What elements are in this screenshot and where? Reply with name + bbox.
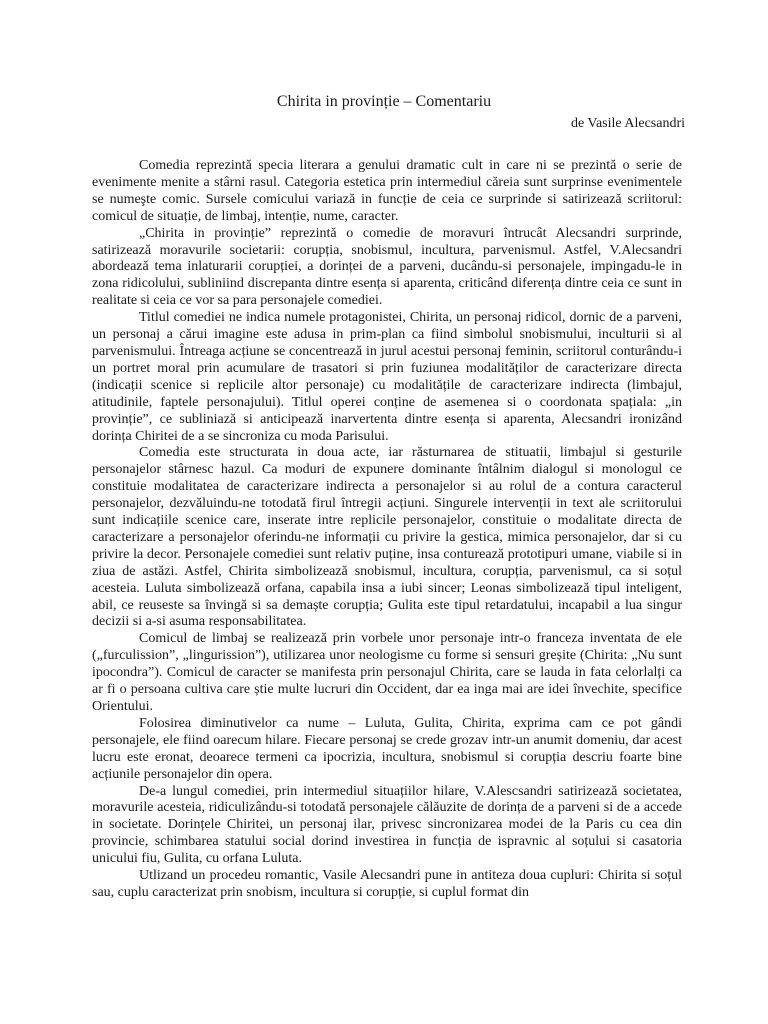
paragraph: Comedia este structurata in doua acte, iar răsturnarea de stituatii, limbajul si gesturile personajelor stârnesc hazul. Ca moduri de expunere dominante întâlnim dialogul si monologul ce constituie modalitatea de caracterizare indirecta a personajelor si au rolul de a contura caracterul personajelor, dezvăluindu-ne totodată firul întregii acțiuni. Singurele intervenții in text ale scriitorului sunt indicațiile scenice care, inserate intre replicile personajelor, constituie o modalitate directa de caracterizare a personajelor oferindu-ne informații cu privire la gestica, mimica personajelor, dar si cu privire la decor. Personajele comediei sunt relativ puține, insa conturează prototipuri umane, viabile si in ziua de astăzi. Astfel, Chirita simbolizează snobismul, incultura, corupția, parvenismul, ca si soțul acesteia. Luluta simbolizează orfana, capabila insa a iubi sincer; Leonas simbolizează tipul inteligent, abil, ce reuseste sa învingă si sa demaște corupția; Gulita este tipul retardatului, incapabil a lua singur decizii si a-si asuma responsabilitatea. [92,445,682,630]
document-title: Chirita in provinție – Comentariu [276,93,492,110]
paragraph: Titlul comediei ne indica numele protagonistei, Chirita, un personaj ridicol, dornic de a parveni, un personaj a cărui imagine este adusa in prim-plan ca fiind simbolul snobismului, inculturii si al parvenismului. Întreaga acțiune se concentrează in jurul acestui personaj feminin, scriitorul conturându-i un portret moral prin acumulare de trasatori si prin fuziunea modalităților de caracterizare directa (indicații scenice si replicile altor personaje) cu modalitățile de caracterizare indirecta (limbajul, atitudinile, faptele personajului). Titlul operei conține de asemenea si o coordonata spațiala: „in provinție”, ce subliniază si anticipează inarvertenta dintre esența si aparenta, Alecsandri ironizând dorința Chiritei de a se sincroniza cu moda Parisului. [92,310,682,444]
paragraph: Comedia reprezintă specia literara a genului dramatic cult in care ni se prezintă o serie de evenimente menite a stârni rasul. Categoria estetica prin intermediul căreia sunt surprinse evenimentele se numeşte comic. Sursele comicului variază in funcție de ceia ce surprinde si satirizează scriitorul: comicul de situație, de limbaj, intenție, nume, caracter. [92,158,682,224]
document-author: de Vasile Alecsandri [570,116,685,131]
paragraph: Utlizand un procedeu romantic, Vasile Alecsandri pune in antiteza doua cupluri: Chirita si soțul sau, cuplu caracterizat prin snobism, incultura si corupție, si cuplul format din [92,868,682,900]
paragraph: „Chirita in provinție” reprezintă o comedie de moravuri întrucât Alecsandri surprinde, satirizează moravurile societarii: corupția, snobismul, incultura, parvenismul. Astfel, V.Alecsandri abordează tema inlaturarii corupției, a dorinței de a parveni, ducându-si personajele, impingadu-le in zona ridicolului, subliniind discrepanta dintre esența si aparenta, criticând diferența dintre ceia ce sunt in realitate si ceia ce vor sa para personajele comediei. [92,225,682,309]
paragraph: Comicul de limbaj se realizează prin vorbele unor personaje intr-o franceza inventata de ele („furculission”, „lingurission”), utilizarea unor neologisme cu forme si sensuri greșite (Chirita: „Nu sunt ipocondra”). Comicul de caracter se manifesta prin personajul Chirita, care se lauda in fata celorlalți ca ar fi o persoana cultiva care știe multe lucruri din Occident, dar ea inga mai are idei învechite, specifice Orientului. [92,631,682,714]
paragraph: De-a lungul comediei, prin intermediul situațiilor hilare, V.Alescsandri satirizează societatea, moravurile acesteia, ridiculizându-si totodată personajele călăuzite de dorința de a parveni si de a accede in societate. Dorințele Chiritei, un personaj ilar, privesc sincronizarea modei de la Paris cu cea din provincie, schimbarea statului social dorind investirea in funcția de ispravnic al soțului si casatoria unicului fiu, Gulita, cu orfana Luluta. [92,783,682,867]
paragraph: Folosirea diminutivelor ca nume – Luluta, Gulita, Chirita, exprima cam ce pot gândi personajele, ele fiind oarecum hilare. Fiecare personaj se crede grozav intr-un anumit domeniu, dar acest lucru este eronat, deoarece termeni ca ipocrizia, incultura, snobismul si corupția descriu foarte bine acțiunile personajelor din opera. [92,715,682,782]
document-body [92,158,682,902]
